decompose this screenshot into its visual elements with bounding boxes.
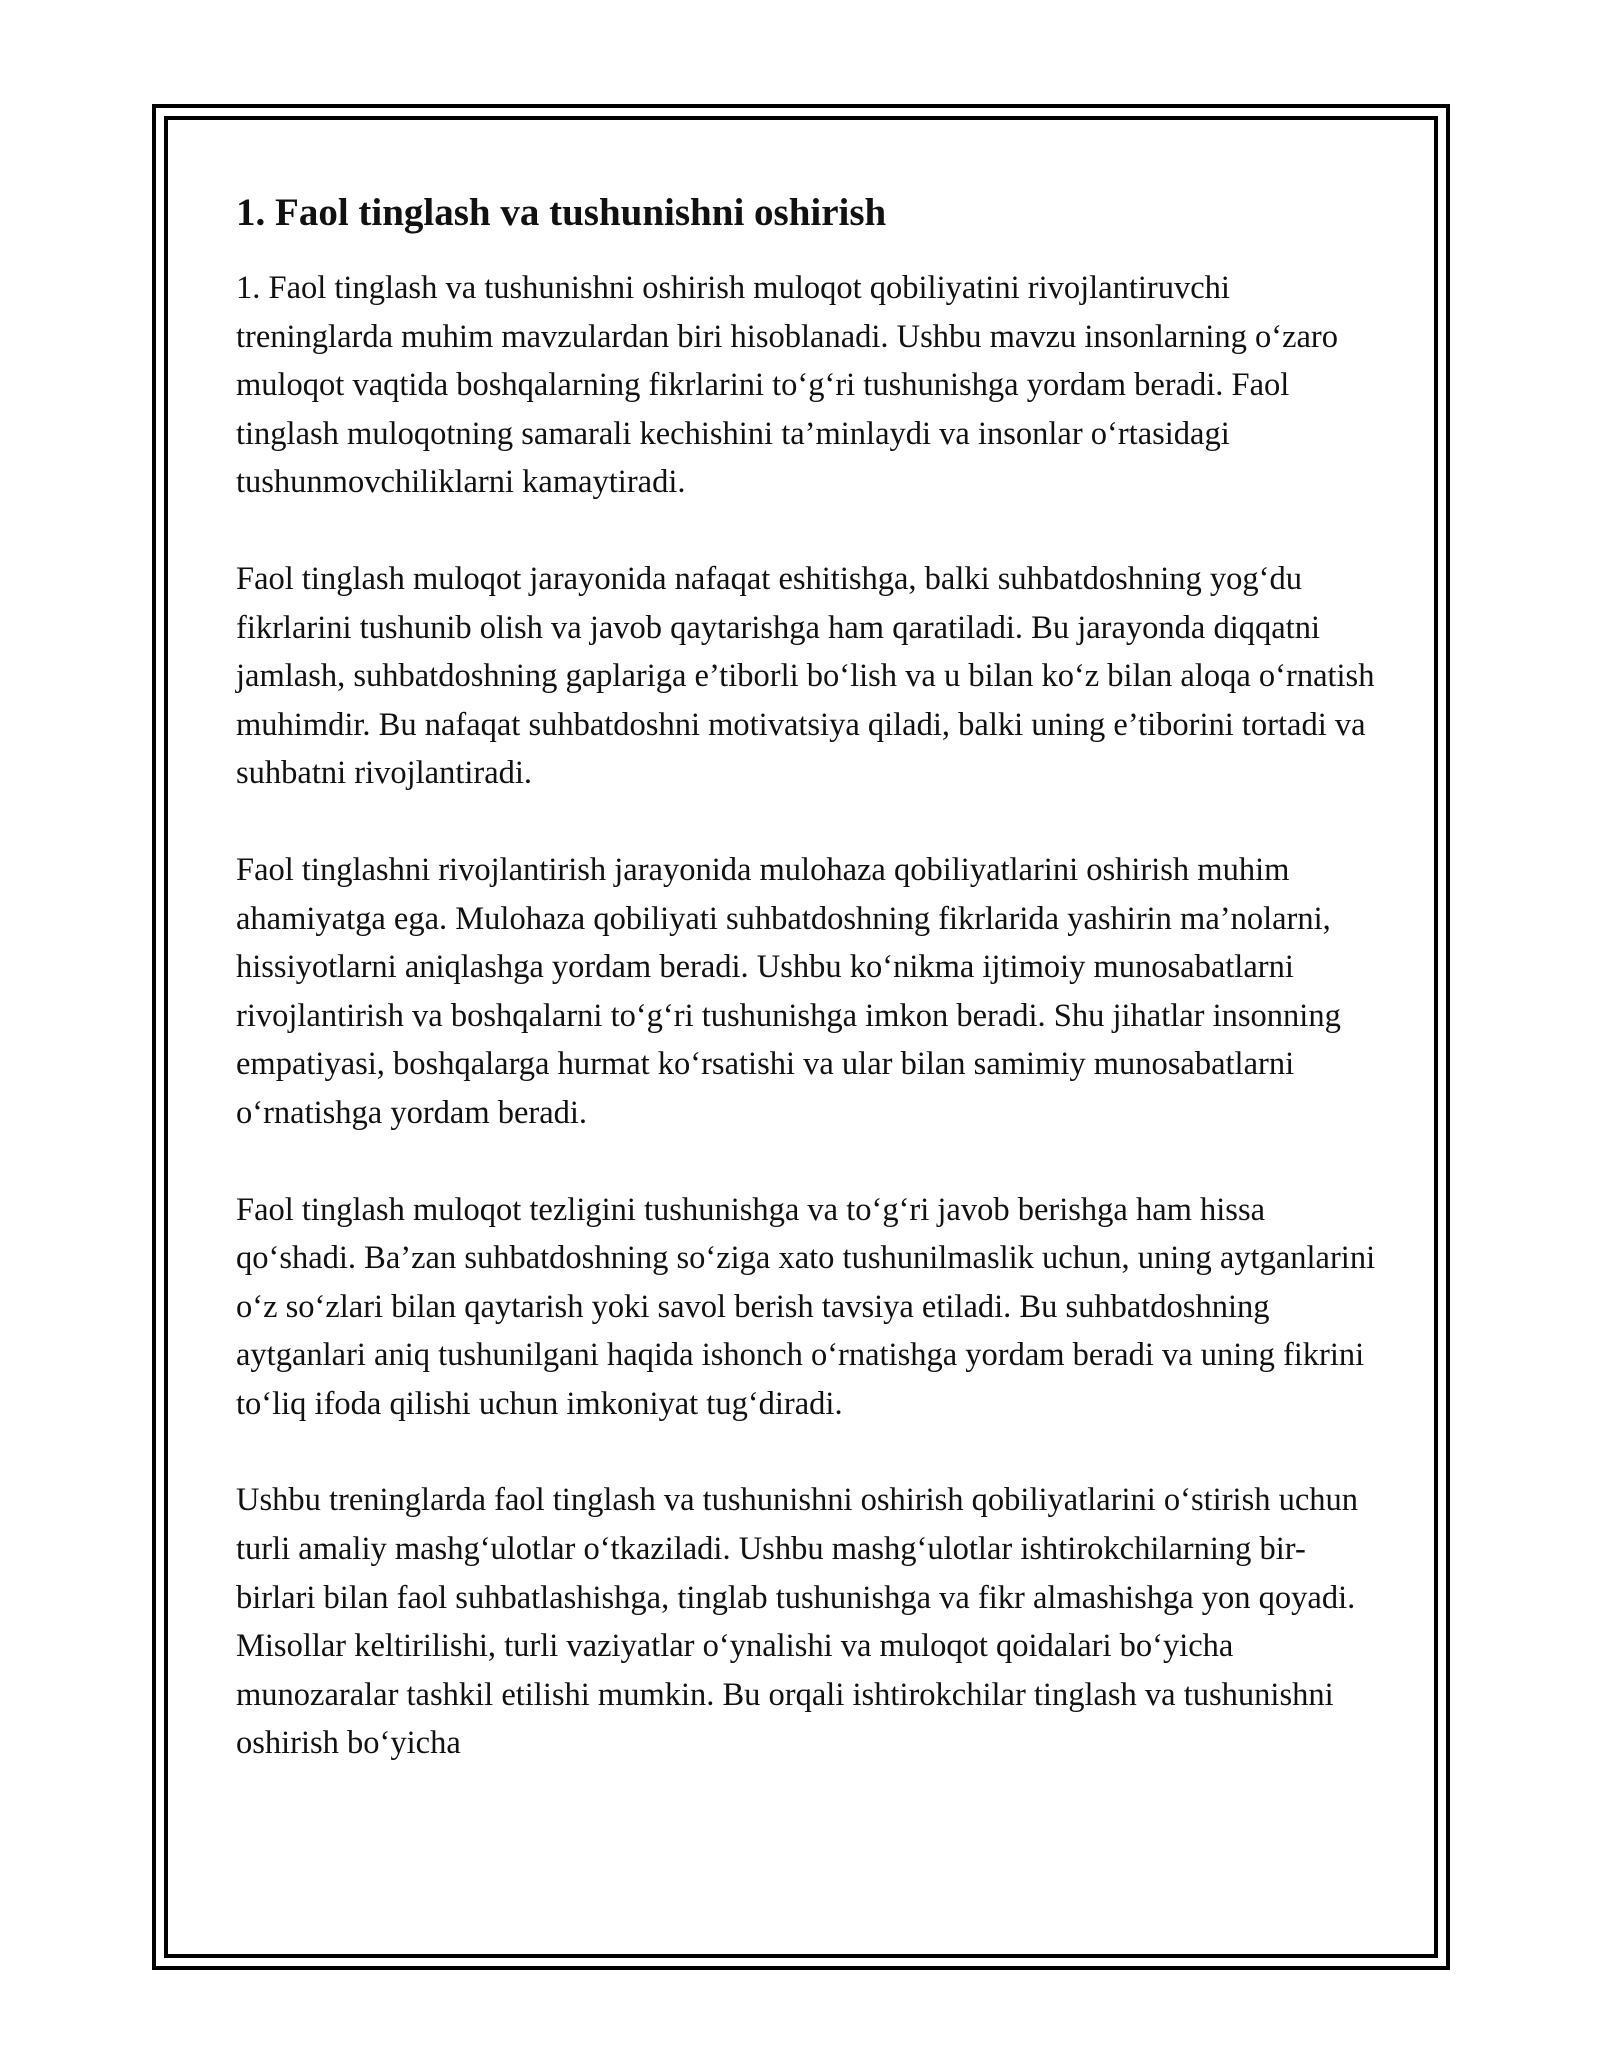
paragraph-2: Faol tinglash muloqot jarayonida nafaqat eshitishga, balki suhbatdoshning yog‘du fikrlarini tushunib olish va javob qaytarishga ham qaratiladi. Bu jarayonda diqqatni jamlash, suhbatdoshning gaplariga e’tiborli bo‘lish va u bilan ko‘z bilan aloqa o‘rnatish muhimdir. Bu nafaqat suhbatdoshni motivatsiya qiladi, balki uning e’tiborini tortadi va suhbatni rivojlantiradi. xyxy=(236,560,1375,792)
paragraph-3: Faol tinglashni rivojlantirish jarayonida mulohaza qobiliyatlarini oshirish muhim ahamiyatga ega. Mulohaza qobiliyati suhbatdoshning fikrlarida yashirin ma’nolarni, hissiyotlarni aniqlashga yordam beradi. Ushbu ko‘nikma ijtimoiy munosabatlarni rivojlantirish va boshqalarni to‘g‘ri tushunishga imkon beradi. Shu jihatlar insonning empatiyasi, boshqalarga hurmat ko‘rsatishi va ular bilan samimiy munosabatlarni o‘rnatishga yordam beradi. xyxy=(236,851,1341,1131)
paragraph-4: Faol tinglash muloqot tezligini tushunishga va to‘g‘ri javob berishga ham hissa qo‘shadi. Ba’zan suhbatdoshning so‘ziga xato tushunilmaslik uchun, uning aytganlarini o‘z so‘zlari bilan qaytarish yoki savol berish tavsiya etiladi. Bu suhbatdoshning aytganlari aniq tushunilgani haqida ishonch o‘rnatishga yordam beradi va uning fikrini to‘liq ifoda qilishi uchun imkoniyat tug‘diradi. xyxy=(236,1191,1376,1422)
section-heading: 1. Faol tinglash va tushunishni oshirish xyxy=(236,191,887,234)
paragraph-1: 1. Faol tinglash va tushunishni oshirish muloqot qobiliyatini rivojlantiruvchi treninglarda muhim mavzulardan biri hisoblanadi. Ushbu mavzu insonlarning o‘zaro muloqot vaqtida boshqalarning fikrlarini to‘g‘ri tushunishga yordam beradi. Faol tinglash muloqotning samarali kechishini ta’minlaydi va insonlar o‘rtasidagi tushunmovchiliklarni kamaytiradi. xyxy=(236,270,1339,501)
document-content xyxy=(236,184,1376,1768)
paragraph-5: Ushbu treninglarda faol tinglash va tushunishni oshirish qobiliyatlarini o‘stirish uchun turli amaliy mashg‘ulotlar o‘tkaziladi. Ushbu mashg‘ulotlar ishtirokchilarning bir-birlari bilan faol suhbatlashishga, tinglab tushunishga va fikr almashishga yon qoyadi. Misollar keltirilishi, turli vaziyatlar o‘ynalishi va muloqot qoidalari bo‘yicha munozaralar tashkil etilishi mumkin. Bu orqali ishtirokchilar tinglash va tushunishni oshirish bo‘yicha xyxy=(236,1482,1359,1762)
